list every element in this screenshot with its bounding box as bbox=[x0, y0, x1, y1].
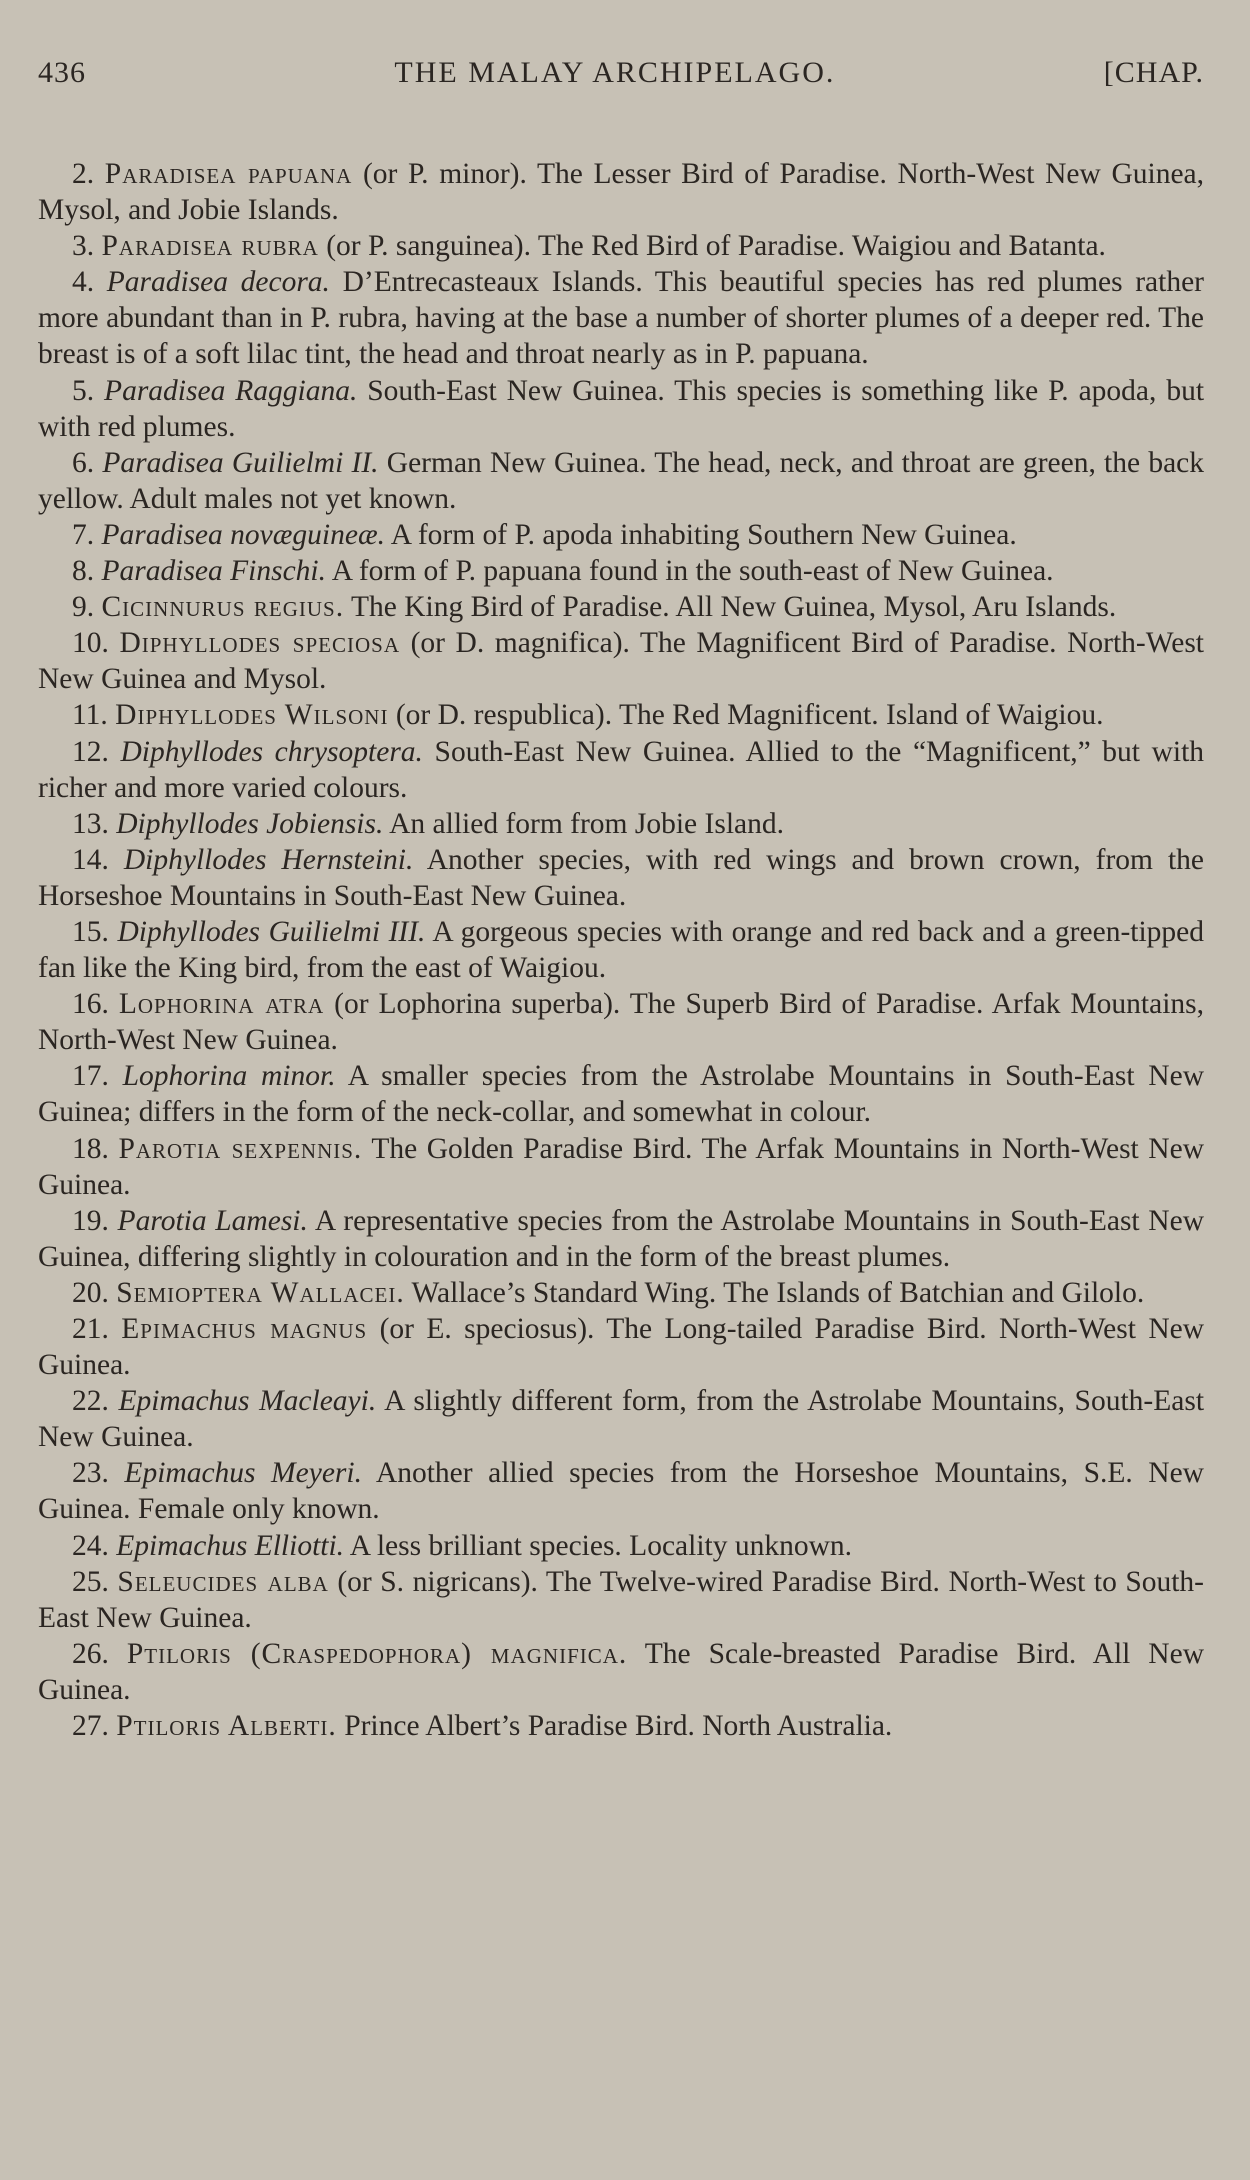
species-name: Paradisea Finschi. bbox=[101, 555, 327, 588]
entry-number: 23. bbox=[72, 1457, 109, 1490]
entry-number: 12. bbox=[72, 735, 109, 768]
species-entry bbox=[38, 986, 1204, 1058]
species-name: Parotia sexpennis. bbox=[118, 1132, 363, 1165]
species-name: Ptiloris (Craspedophora) magnifica. bbox=[126, 1637, 628, 1670]
species-description: A form of P. papuana found in the south-east of New Guinea. bbox=[331, 555, 1054, 588]
species-description: A less brilliant species. Locality unknown. bbox=[349, 1529, 853, 1562]
running-title: THE MALAY ARCHIPELAGO. bbox=[394, 56, 836, 89]
species-name: Cicinnurus regius. bbox=[101, 591, 345, 624]
species-name: Paradisea Guilielmi II. bbox=[102, 446, 379, 479]
species-name: Lophorina atra bbox=[118, 988, 325, 1021]
species-entry bbox=[38, 1311, 1204, 1383]
entry-number: 3. bbox=[72, 230, 95, 263]
species-name: Diphyllodes chrysoptera. bbox=[120, 735, 423, 768]
species-name: Epimachus magnus bbox=[121, 1313, 368, 1345]
species-description: (or E. speciosus). The Long-tailed Paradise Bird. North-West New Guinea. bbox=[38, 1313, 1205, 1382]
species-list bbox=[38, 156, 1204, 1744]
species-entry bbox=[38, 589, 1204, 625]
species-description: A representative species from the Astrolabe Mountains in South-East New Guinea, differing slightly in colouration and in the form of the breast plumes. bbox=[38, 1204, 1204, 1273]
species-entry bbox=[38, 373, 1204, 445]
entry-number: 9. bbox=[72, 591, 95, 624]
entry-number: 27. bbox=[72, 1710, 109, 1743]
entry-number: 2. bbox=[72, 158, 95, 190]
entry-number: 16. bbox=[72, 988, 109, 1021]
entry-number: 4. bbox=[72, 266, 95, 299]
entry-number: 22. bbox=[72, 1385, 109, 1418]
species-description: Another allied species from the Horseshoe Mountains, S.E. New Guinea. Female only known. bbox=[38, 1457, 1204, 1526]
species-name: Paradisea papuana bbox=[104, 158, 353, 190]
species-name: Epimachus Macleayi. bbox=[118, 1385, 377, 1418]
species-description: A smaller species from the Astrolabe Mountains in South-East New Guinea; differs in the form of the neck-collar, and somewhat in colour. bbox=[38, 1060, 1205, 1129]
species-description: The King Bird of Paradise. All New Guinea, Mysol, Aru Islands. bbox=[350, 591, 1117, 624]
species-description: (or D. magnifica). The Magnificent Bird of Paradise. North-West New Guinea and Mysol. bbox=[38, 627, 1205, 696]
species-entry bbox=[38, 264, 1204, 372]
entry-number: 19. bbox=[72, 1204, 109, 1237]
species-entry bbox=[38, 842, 1204, 914]
species-name: Paradisea rubra bbox=[101, 230, 319, 263]
chapter-mark: [CHAP. bbox=[1103, 56, 1204, 89]
species-description: South-East New Guinea. This species is something like P. apoda, but with red plumes. bbox=[38, 374, 1205, 443]
species-description: (or P. minor). The Lesser Bird of Paradise. North-West New Guinea, Mysol, and Jobie Islands. bbox=[38, 158, 1205, 227]
species-entry bbox=[38, 734, 1204, 806]
species-description: Prince Albert’s Paradise Bird. North Australia. bbox=[344, 1710, 893, 1743]
species-entry bbox=[38, 1636, 1204, 1708]
species-entry bbox=[38, 914, 1204, 986]
species-name: Paradisea novæguineæ. bbox=[101, 518, 386, 551]
entry-number: 13. bbox=[72, 807, 109, 840]
species-description: (or Lophorina superba). The Superb Bird of Paradise. Arfak Mountains, North-West New Guinea. bbox=[38, 988, 1204, 1057]
species-entry bbox=[38, 1528, 1204, 1564]
entry-number: 21. bbox=[72, 1313, 109, 1345]
species-name: Diphyllodes speciosa bbox=[119, 627, 400, 660]
entry-number: 26. bbox=[72, 1637, 109, 1670]
species-entry bbox=[38, 1564, 1204, 1636]
species-entry bbox=[38, 1708, 1204, 1744]
page-number: 436 bbox=[38, 56, 86, 89]
species-description: A form of P. apoda inhabiting Southern New Guinea. bbox=[390, 518, 1017, 551]
species-entry bbox=[38, 445, 1204, 517]
entry-number: 7. bbox=[72, 518, 95, 551]
species-entry bbox=[38, 156, 1204, 228]
species-name: Ptiloris Alberti. bbox=[116, 1710, 337, 1743]
species-entry bbox=[38, 625, 1204, 697]
species-name: Parotia Lamesi. bbox=[117, 1204, 308, 1237]
species-entry bbox=[38, 1131, 1204, 1203]
species-description: (or P. sanguinea). The Red Bird of Paradise. Waigiou and Batanta. bbox=[326, 230, 1106, 263]
entry-number: 25. bbox=[72, 1565, 109, 1598]
species-name: Diphyllodes Guilielmi III. bbox=[117, 915, 426, 948]
entry-number: 5. bbox=[72, 374, 95, 407]
entry-number: 10. bbox=[72, 627, 109, 660]
species-entry bbox=[38, 806, 1204, 842]
species-name: Lophorina minor. bbox=[122, 1060, 336, 1093]
entry-number: 20. bbox=[72, 1276, 109, 1309]
entry-number: 15. bbox=[72, 915, 109, 948]
species-name: Paradisea Raggiana. bbox=[104, 374, 358, 407]
species-entry bbox=[38, 697, 1204, 733]
species-name: Diphyllodes Jobiensis. bbox=[116, 807, 384, 840]
species-entry bbox=[38, 1455, 1204, 1527]
species-description: Another species, with red wings and brown crown, from the Horseshoe Mountains in South-East New Guinea. bbox=[38, 843, 1204, 912]
species-name: Epimachus Meyeri. bbox=[124, 1457, 362, 1490]
species-description: A gorgeous species with orange and red back and a green-tipped fan like the King bird, from the east of Waigiou. bbox=[38, 915, 1205, 985]
entry-number: 17. bbox=[72, 1060, 109, 1093]
entry-number: 11. bbox=[72, 699, 108, 732]
entry-number: 14. bbox=[72, 843, 109, 876]
entry-number: 8. bbox=[72, 555, 95, 588]
species-name: Diphyllodes Hernsteini. bbox=[123, 843, 414, 876]
species-description: The Scale-breasted Paradise Bird. All New Guinea. bbox=[38, 1637, 1205, 1706]
running-header bbox=[38, 56, 1204, 104]
species-description: South-East New Guinea. Allied to the “Magnificent,” but with richer and more varied colours. bbox=[38, 735, 1205, 804]
species-description: A slightly different form, from the Astrolabe Mountains, South-East New Guinea. bbox=[38, 1385, 1205, 1454]
species-description: An allied form from Jobie Island. bbox=[389, 807, 784, 840]
species-name: Semioptera Wallacei. bbox=[116, 1276, 405, 1309]
species-entry bbox=[38, 553, 1204, 589]
entry-number: 24. bbox=[72, 1529, 109, 1562]
species-entry bbox=[38, 517, 1204, 553]
species-description: German New Guinea. The head, neck, and throat are green, the back yellow. Adult males not yet known. bbox=[38, 446, 1205, 515]
species-name: Seleucides alba bbox=[117, 1565, 329, 1598]
species-entry bbox=[38, 1275, 1204, 1311]
species-description: D’Entrecasteaux Islands. This beautiful species has red plumes rather more abundant than in P. rubra, having at the base a number of shorter plumes of a deeper red. The breast is of a soft lilac tint, the head and throat nearly as in P. papuana. bbox=[38, 266, 1204, 371]
species-entry bbox=[38, 228, 1204, 264]
species-name: Epimachus Elliotti. bbox=[116, 1529, 345, 1562]
species-entry bbox=[38, 1058, 1204, 1130]
species-description: Wallace’s Standard Wing. The Islands of Batchian and Gilolo. bbox=[411, 1276, 1145, 1309]
entry-number: 18. bbox=[72, 1132, 109, 1165]
species-entry bbox=[38, 1203, 1204, 1275]
entry-number: 6. bbox=[72, 446, 95, 479]
species-name: Paradisea decora. bbox=[106, 266, 330, 299]
species-description: The Golden Paradise Bird. The Arfak Mountains in North-West New Guinea. bbox=[38, 1132, 1204, 1201]
species-entry bbox=[38, 1383, 1204, 1455]
species-description: (or D. respublica). The Red Magnificent. Island of Waigiou. bbox=[395, 699, 1104, 732]
species-name: Diphyllodes Wilsoni bbox=[115, 699, 389, 732]
species-description: (or S. nigricans). The Twelve-wired Paradise Bird. North-West to South-East New Guinea. bbox=[38, 1565, 1205, 1634]
